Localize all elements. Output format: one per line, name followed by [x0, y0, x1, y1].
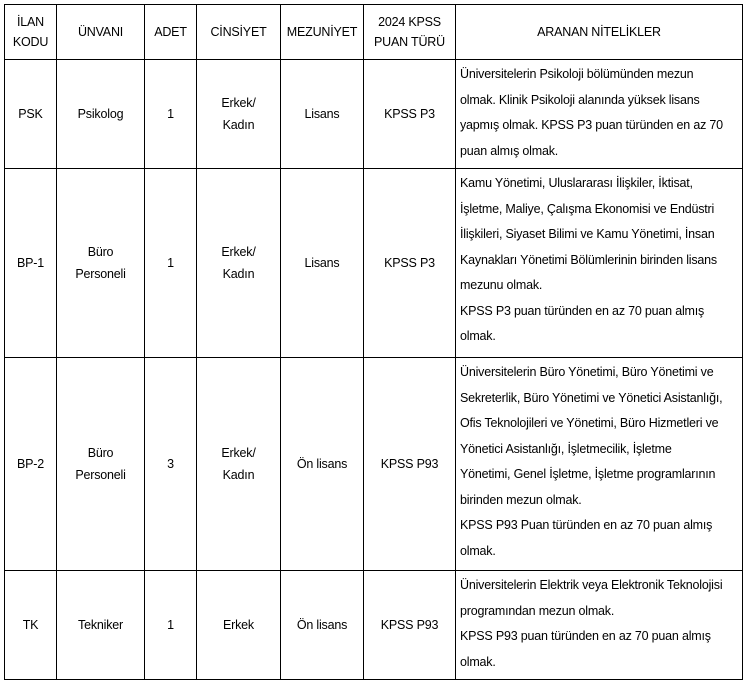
cell-requirements: Kamu Yönetimi, Uluslararası İlişkiler, İktisat, İşletme, Maliye, Çalışma Ekonomisi ve Endüstri İlişkileri, Siyaset Bilimi ve Kamu Yönetimi, İnsan Kaynakları Yönetimi Bölümlerinin birinden lisans mezunu olmak. KPSS P3 puan türünden en az 70 puan almış olmak.	[456, 169, 743, 358]
header-title: ÜNVANI	[57, 5, 145, 60]
table-row	[5, 169, 743, 358]
cell-requirements: Üniversitelerin Psikoloji bölümünden mezun olmak. Klinik Psikoloji alanında yüksek lisans yapmış olmak. KPSS P3 puan türünden en az 70 puan almış olmak.	[456, 60, 743, 169]
cell-requirements: Üniversitelerin Elektrik veya Elektronik Teknolojisi programından mezun olmak. KPSS P93 puan türünden en az 70 puan almış olmak.	[456, 571, 743, 680]
cell-code: PSK	[5, 60, 57, 169]
table-header-row	[5, 5, 743, 60]
table-row	[5, 60, 743, 169]
header-education: MEZUNİYET	[281, 5, 364, 60]
header-gender: CİNSİYET	[197, 5, 281, 60]
table-row	[5, 571, 743, 680]
cell-score-type: KPSS P93	[364, 358, 456, 571]
cell-title: Psikolog	[57, 60, 145, 169]
cell-count: 1	[145, 571, 197, 680]
header-requirements: ARANAN NİTELİKLER	[456, 5, 743, 60]
cell-education: Ön lisans	[281, 358, 364, 571]
cell-education: Lisans	[281, 60, 364, 169]
cell-score-type: KPSS P3	[364, 169, 456, 358]
cell-title: Tekniker	[57, 571, 145, 680]
cell-code: BP-1	[5, 169, 57, 358]
job-listing-table	[4, 4, 743, 680]
cell-score-type: KPSS P93	[364, 571, 456, 680]
cell-code: BP-2	[5, 358, 57, 571]
cell-education: Lisans	[281, 169, 364, 358]
cell-gender: Erkek/ Kadın	[197, 60, 281, 169]
cell-score-type: KPSS P3	[364, 60, 456, 169]
cell-count: 1	[145, 169, 197, 358]
cell-gender: Erkek	[197, 571, 281, 680]
cell-count: 1	[145, 60, 197, 169]
cell-title: Büro Personeli	[57, 358, 145, 571]
header-code: İLAN KODU	[5, 5, 57, 60]
cell-code: TK	[5, 571, 57, 680]
header-count: ADET	[145, 5, 197, 60]
cell-requirements: Üniversitelerin Büro Yönetimi, Büro Yönetimi ve Sekreterlik, Büro Yönetimi ve Yönetici Asistanlığı, Ofis Teknolojileri ve Yönetimi, Büro Hizmetleri ve Yönetici Asistanlığı, İşletmecilik, İşletme Yönetimi, Genel İşletme, İşletme programlarının birinden mezun olmak. KPSS P93 Puan türünden en az 70 puan almış olmak.	[456, 358, 743, 571]
cell-title: Büro Personeli	[57, 169, 145, 358]
cell-education: Ön lisans	[281, 571, 364, 680]
cell-count: 3	[145, 358, 197, 571]
header-score-type: 2024 KPSS PUAN TÜRÜ	[364, 5, 456, 60]
cell-gender: Erkek/ Kadın	[197, 169, 281, 358]
cell-gender: Erkek/ Kadın	[197, 358, 281, 571]
table-row	[5, 358, 743, 571]
